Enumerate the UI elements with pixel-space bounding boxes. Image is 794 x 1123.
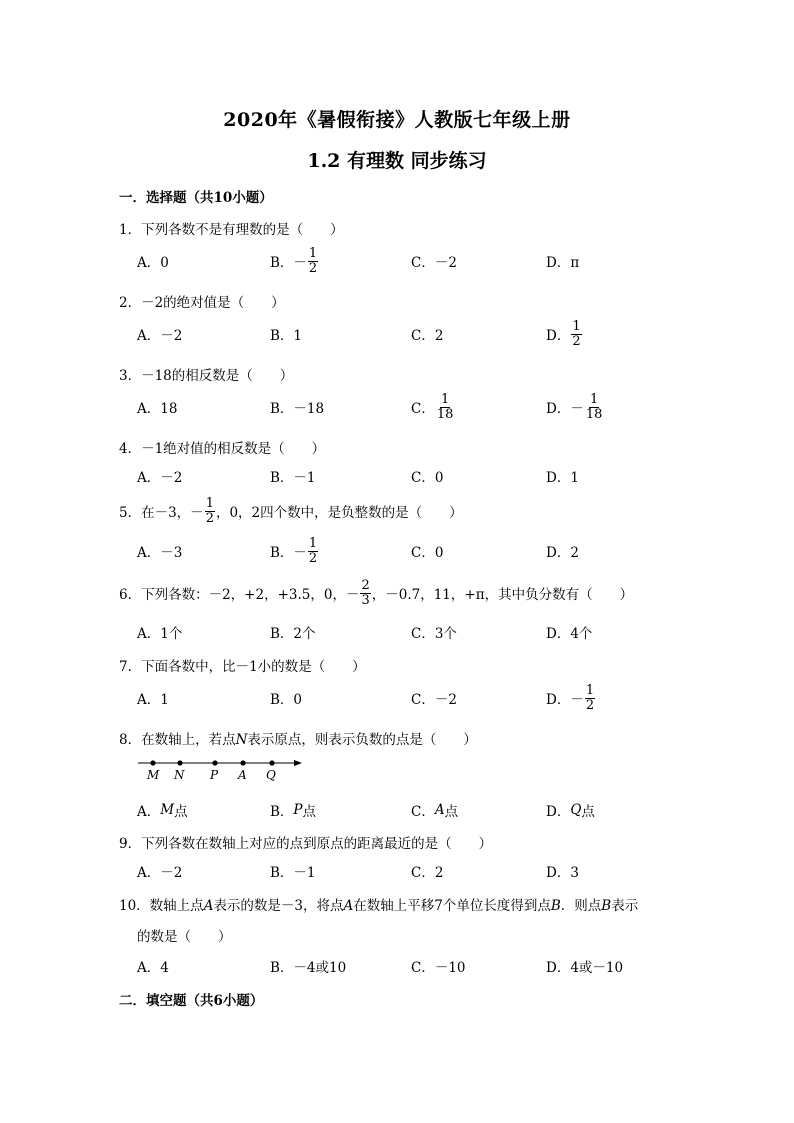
question-2-options [137,319,697,349]
option-c[interactable]: C．－10 [411,960,466,976]
option-d[interactable]: D．4个 [546,626,593,642]
option-b[interactable]: B．2个 [270,626,316,642]
option-a[interactable]: A．1 [137,692,169,708]
fraction: $\frac{1}{2}$ [585,682,595,713]
option-d[interactable]: D．2 [546,545,579,561]
question-3-stem: 3．－18的相反数是（ ） [119,368,294,384]
question-10-stem-line2: 的数是（ ） [137,929,232,945]
question-5-options [137,536,697,566]
option-d[interactable]: D．－ $\frac{1}{2}$ [546,682,595,713]
option-d[interactable]: D． $\frac{1}{2}$ [546,318,581,349]
option-d[interactable]: D．－ $\frac{1}{18}$ [546,391,603,422]
option-c[interactable]: C． A 点 [411,802,459,820]
option-b[interactable]: B．－1 [270,865,316,881]
point-a [240,760,245,765]
option-b[interactable]: B．0 [270,692,303,708]
question-7-stem: 7．下面各数中，比－1小的数是（ ） [119,659,366,675]
option-a[interactable]: A．－2 [137,865,183,881]
option-d[interactable]: D．1 [546,470,579,486]
option-a[interactable]: A．4 [137,960,169,976]
question-1-options [137,246,697,276]
fraction: $\frac{1}{2}$ [308,535,318,566]
document-title: 2020年《暑假衔接》人教版七年级上册 [223,109,571,131]
option-c[interactable]: C．0 [411,545,444,561]
option-c[interactable]: C．0 [411,470,444,486]
section-heading-choice: 一．选择题（共10小题） [119,190,273,206]
question-9-options [137,856,697,886]
fraction: $\frac{1}{2}$ [572,318,581,349]
label-p: P [210,768,219,782]
question-5-stem: 5．在－3，－ $\frac{1}{2}$ ，0，2四个数中，是负整数的是（ ） [119,495,463,526]
option-c[interactable]: C．2 [411,865,444,881]
option-c[interactable]: C．－2 [411,255,457,271]
option-b[interactable]: B．－18 [270,401,325,417]
label-a: A [238,768,247,782]
section-heading-fill-blank: 二．填空题（共6小题） [119,993,264,1009]
question-4-options [137,461,697,491]
option-c[interactable]: C．3个 [411,626,457,642]
question-4-stem: 4．－1绝对值的相反数是（ ） [119,441,326,457]
question-2-stem: 2．－2的绝对值是（ ） [119,295,285,311]
number-line-figure [136,756,306,784]
label-m: M [147,768,160,782]
option-d[interactable]: D．4或－10 [546,960,624,976]
option-d[interactable]: D． Q 点 [546,802,595,820]
question-9-stem: 9．下列各数在数轴上对应的点到原点的距离最近的是（ ） [119,836,493,852]
number-line-arrow-icon [294,760,302,766]
option-c[interactable]: C． $\frac{1}{18}$ [411,391,454,422]
option-b[interactable]: B．－ $\frac{1}{2}$ [270,535,318,566]
question-7-options [137,683,697,713]
option-c[interactable]: C．2 [411,328,444,344]
option-b[interactable]: B．－4或10 [270,960,347,976]
point-m [150,760,155,765]
question-6-options [137,617,697,647]
option-c[interactable]: C．－2 [411,692,457,708]
label-q: Q [266,768,276,782]
fraction: $\frac{1}{18}$ [436,391,454,422]
option-a[interactable]: A．－2 [137,470,183,486]
point-p [212,760,217,765]
option-b[interactable]: B．－ $\frac{1}{2}$ [270,245,318,276]
label-n: N [174,768,185,782]
option-d[interactable]: D．3 [546,865,579,881]
question-10-stem-line1: 10．数轴上点A表示的数是－3，将点A在数轴上平移7个单位长度得到点B．则点B表示 [119,898,639,914]
point-q [269,760,274,765]
option-a[interactable]: A．0 [137,255,169,271]
option-a[interactable]: A．18 [137,401,178,417]
fraction: $\frac{1}{18}$ [585,391,603,422]
fraction: $\frac{1}{2}$ [205,495,214,526]
fraction: $\frac{1}{2}$ [308,245,318,276]
option-b[interactable]: B．1 [270,328,303,344]
option-a[interactable]: A． M 点 [137,802,188,820]
option-a[interactable]: A．1个 [137,626,183,642]
question-3-options [137,392,697,422]
question-10-options [137,951,697,981]
fraction: $\frac{2}{3}$ [361,577,370,608]
option-d[interactable]: D．π [546,255,580,271]
question-8-options [137,795,697,825]
option-a[interactable]: A．－3 [137,545,183,561]
option-b[interactable]: B．－1 [270,470,316,486]
option-b[interactable]: B． P 点 [270,802,317,820]
question-8-stem: 8．在数轴上，若点N表示原点，则表示负数的点是（ ） [119,732,477,748]
point-n [177,760,182,765]
option-a[interactable]: A．－2 [137,328,183,344]
question-6-stem: 6．下列各数：－2，+2，+3.5，0，－ $\frac{2}{3}$ ，－0.7，11，+π，其中负分数有（ ） [119,577,634,608]
document-subtitle: 1.2 有理数 同步练习 [307,150,487,172]
question-1-stem: 1．下列各数不是有理数的是（ ） [119,222,344,238]
